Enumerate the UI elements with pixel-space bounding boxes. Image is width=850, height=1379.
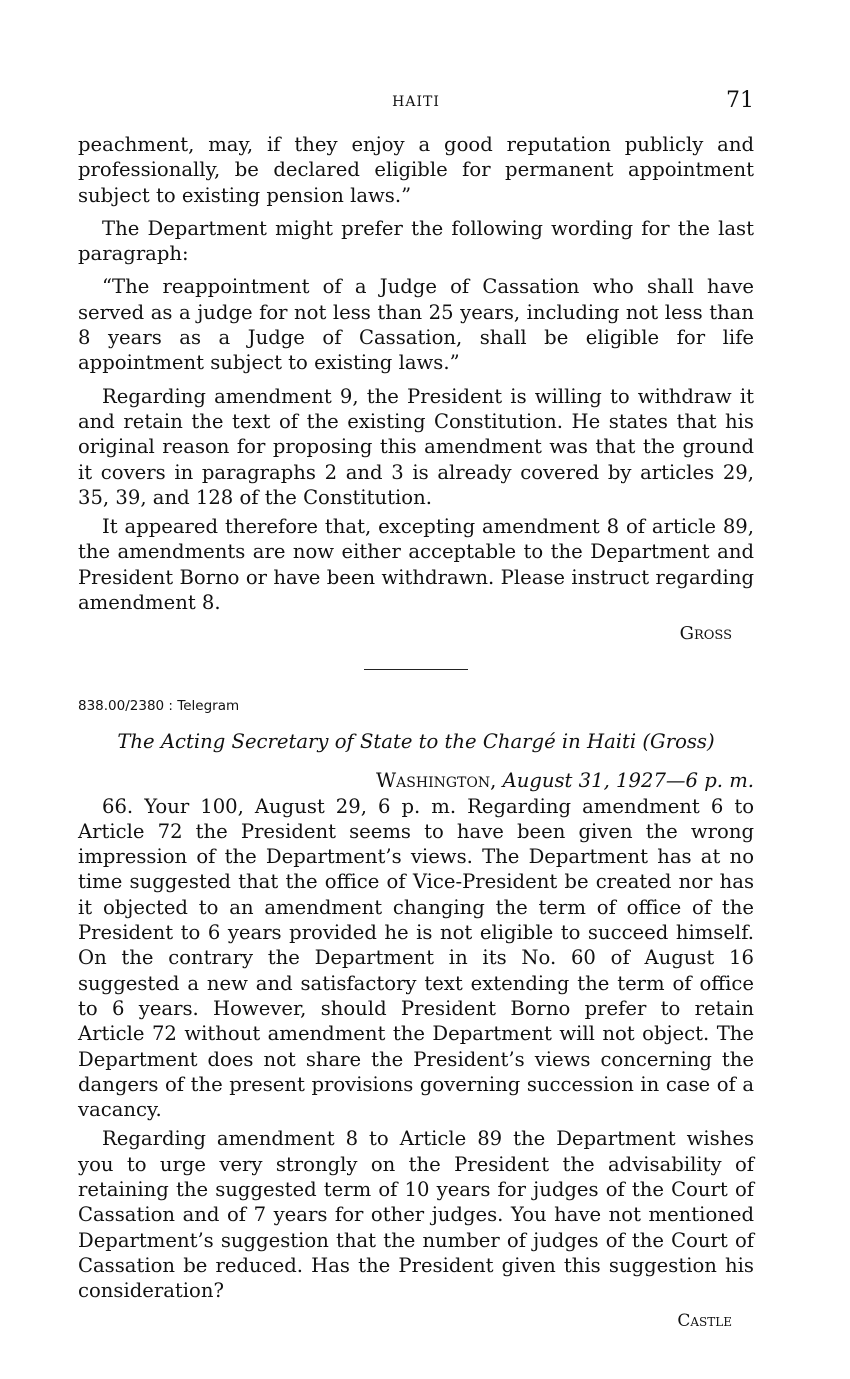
section-divider <box>364 669 468 670</box>
paragraph: Regarding amendment 9, the President is willing to withdraw it and retain the text of the existing Constitution. He states that his original reason for proposing this amendment was that the ground it covers in paragraphs 2 and 3 is already covered by articles 29, 35, 39, and 128 of the Constitution. <box>78 384 754 509</box>
running-head: HAITI <box>392 94 440 110</box>
paragraph-continuation: peachment, may, if they enjoy a good reputation publicly and professionally, be declared eligible for permanent appointment subject to existing pension laws.” <box>78 133 754 207</box>
paragraph: It appeared therefore that, excepting amendment 8 of article 89, the amendments are now either acceptable to the Department and President Borno or have been withdrawn. Please instruct regarding amendment 8. <box>78 515 754 615</box>
dateline <box>78 768 754 793</box>
page-body <box>78 132 754 1335</box>
dateline-place: Washington, <box>376 769 497 793</box>
document-title: The Acting Secretary of State to the Chargé in Haiti (Gross) <box>117 729 715 753</box>
file-reference: 838.00/2380 : Telegram <box>78 697 240 714</box>
telegram-paragraph: 66. Your 100, August 29, 6 p. m. Regarding amendment 6 to Article 72 the President seems to have been given the wrong impression of the Department’s views. The Department has at no time suggested that the office of Vice-President be created nor has it objected to an amendment changing the term of office of the President to 6 years provided he is not eligible to succeed himself. On the contrary the Department in its No. 60 of August 16 suggested a new and satisfactory text extending the term of office to 6 years. However, should President Borno prefer to retain Article 72 without amendment the Department will not object. The Department does not share the President’s views concerning the dangers of the present provisions governing succession in case of a vacancy. <box>78 794 754 1122</box>
dateline-date: August 31, 1927—6 p. m. <box>502 769 754 793</box>
paragraph: The Department might prefer the following wording for the last paragraph: <box>78 216 754 266</box>
signature-gross: Gross <box>679 623 732 645</box>
telegram-paragraph: Regarding amendment 8 to Article 89 the Department wishes you to urge very strongly on the President the advisability of retaining the suggested term of 10 years for judges of the Court of Cassation and of 7 years for other judges. You have not mentioned Department’s suggestion that the number of judges of the Court of Cassation be reduced. Has the President given this suggestion his consideration? <box>78 1127 754 1303</box>
quoted-wording: “The reappointment of a Judge of Cassation who shall have served as a judge for not less than 25 years, including not less than 8 years as a Judge of Cassation, shall be eligible for life appointment subject to existing laws.” <box>78 275 754 375</box>
page-number: 71 <box>726 88 754 113</box>
page-header <box>78 88 754 118</box>
signature-castle: Castle <box>677 1311 732 1332</box>
